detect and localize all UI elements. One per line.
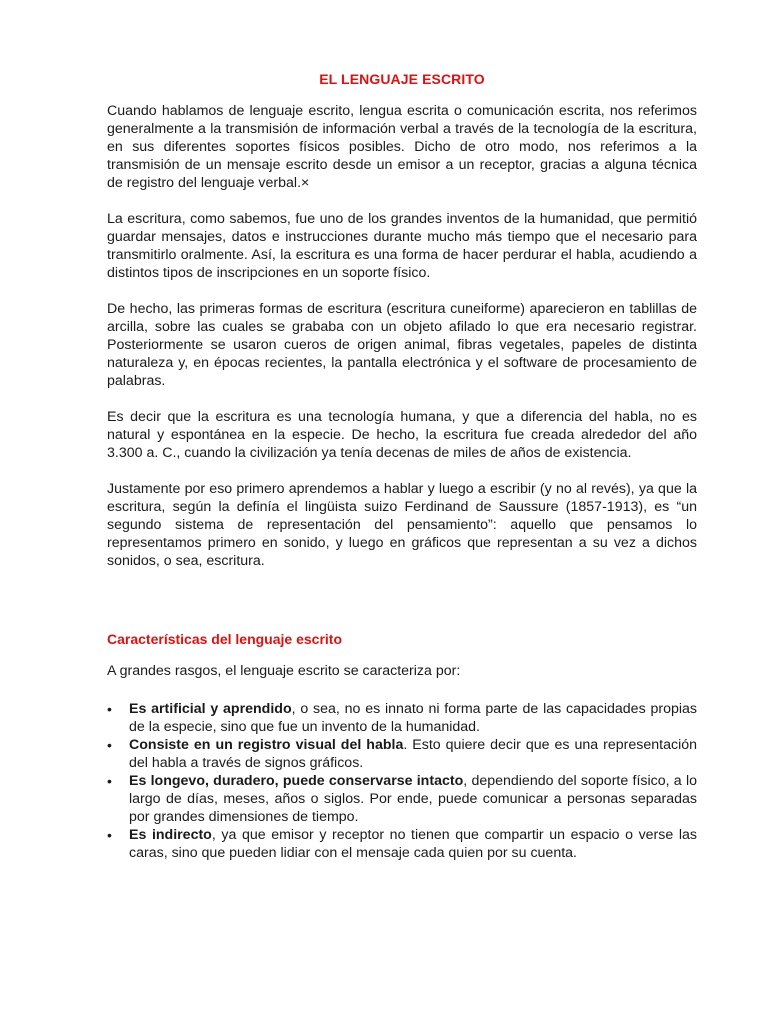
feature-text: . Esto quiere decir que es una representación del habla a través de signos gráficos. (129, 737, 697, 771)
features-list (107, 700, 697, 862)
paragraph-1: Cuando hablamos de lenguaje escrito, lengua escrita o comunicación escrita, nos referimos generalmente a la transmisión de información verbal a través de la tecnología de la escritura, en sus diferentes soportes físicos posibles. Dicho de otro modo, nos referimos a la transmisión de un mensaje escrito desde un emisor a un receptor, gracias a alguna técnica de registro del lenguaje verbal.× (107, 103, 697, 191)
bullet-icon: • (107, 737, 112, 753)
list-item (107, 700, 697, 736)
paragraph-4: Es decir que la escritura es una tecnología humana, y que a diferencia del habla, no es natural y espontánea en la especie. De hecho, la escritura fue creada alrededor del año 3.300 a. C., cuando la civilización ya tenía decenas de miles de años de existencia. (107, 409, 697, 461)
document-page (107, 70, 697, 862)
feature-text: , o sea, no es innato ni forma parte de las capacidades propias de la especie, sino que fue un invento de la humanidad. (129, 701, 697, 735)
paragraph-3: De hecho, las primeras formas de escritura (escritura cuneiforme) aparecieron en tablillas de arcilla, sobre las cuales se grababa con un objeto afilado lo que era necesario registrar. Posteriormente se usaron cueros de origen animal, fibras vegetales, papeles de distinta naturaleza y, en épocas recientes, la pantalla electrónica y el software de procesamiento de palabras. (107, 301, 697, 389)
feature-term: Es artificial y aprendido (129, 701, 292, 717)
feature-term: Consiste en un registro visual del habla (129, 737, 404, 753)
bullet-icon: • (107, 701, 112, 717)
paragraph-2: La escritura, como sabemos, fue uno de los grandes inventos de la humanidad, que permitió guardar mensajes, datos e instrucciones durante mucho más tiempo que el necesario para transmitirlo oralmente. Así, la escritura es una forma de hacer perdurar el habla, acudiendo a distintos tipos de inscripciones en un soporte físico. (107, 211, 697, 281)
section-title: Características del lenguaje escrito (107, 631, 342, 647)
bullet-icon: • (107, 773, 112, 789)
feature-term: Es longevo, duradero, puede conservarse intacto (129, 773, 464, 789)
section-intro: A grandes rasgos, el lenguaje escrito se caracteriza por: (107, 663, 461, 679)
document-title: EL LENGUAJE ESCRITO (319, 71, 485, 87)
list-item (107, 826, 697, 862)
paragraph-5: Justamente por eso primero aprendemos a hablar y luego a escribir (y no al revés), ya que la escritura, según la definía el lingüista suizo Ferdinand de Saussure (1857-1913), es “un segundo sistema de representación del pensamiento”: aquello que pensamos lo representamos primero en sonido, y luego en gráficos que representan a su vez a dichos sonidos, o sea, escritura. (107, 481, 697, 569)
list-item (107, 772, 697, 826)
feature-term: Es indirecto (129, 827, 212, 843)
bullet-icon: • (107, 827, 112, 843)
list-item (107, 736, 697, 772)
feature-text: , dependiendo del soporte físico, a lo largo de días, meses, años o siglos. Por ende, puede comunicar a personas separadas por grandes dimensiones de tiempo. (129, 773, 697, 825)
feature-text: , ya que emisor y receptor no tienen que compartir un espacio o verse las caras, sino que pueden lidiar con el mensaje cada quien por su cuenta. (129, 827, 697, 861)
